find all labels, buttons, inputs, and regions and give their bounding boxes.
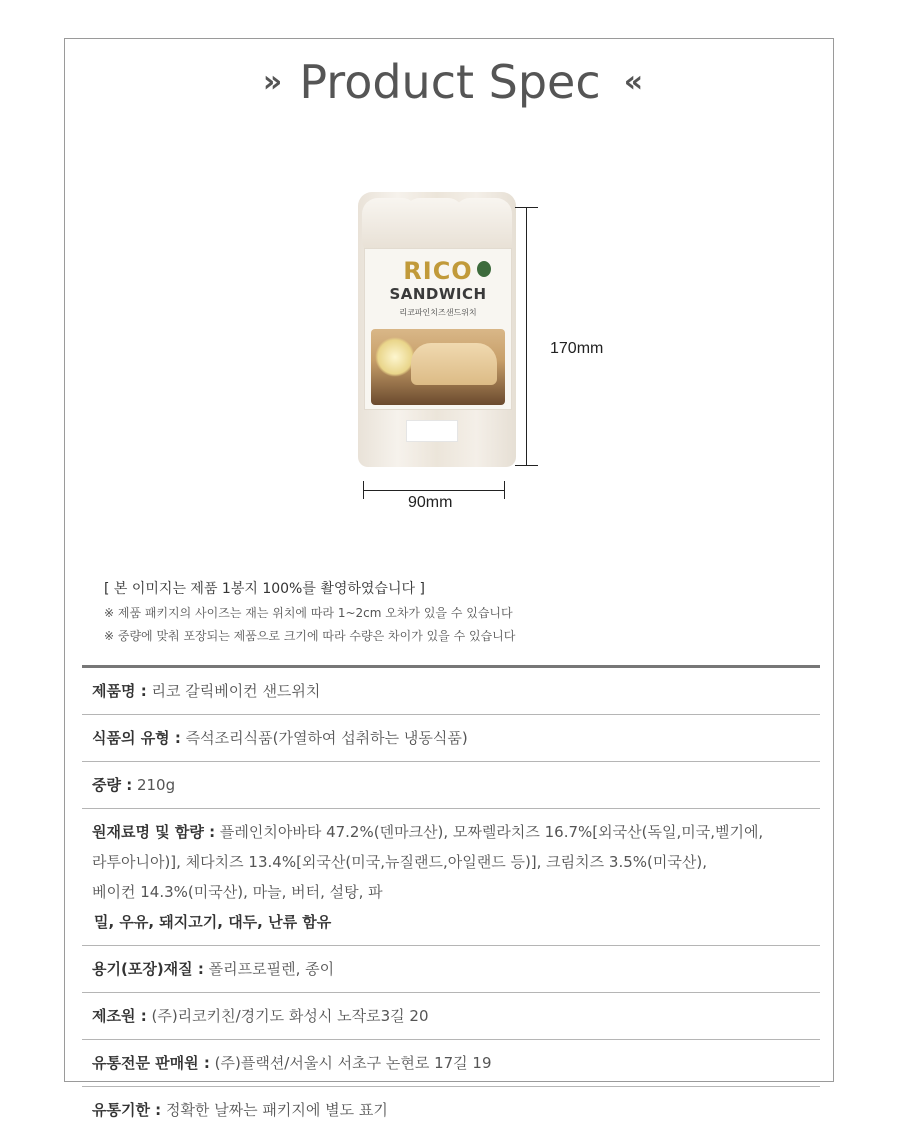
spec-row-material: [82, 946, 820, 993]
height-dimension-label: 170mm: [550, 340, 604, 357]
page-title-text: Product Spec: [299, 55, 601, 109]
spec-value: 정확한 날짜는 패키지에 별도 표기: [161, 1101, 388, 1119]
double-chevron-right-icon: »: [262, 64, 277, 100]
photo-notes: [104, 578, 515, 650]
height-dimension-cap: [515, 465, 538, 466]
spec-row-weight: [82, 762, 820, 809]
spec-label: 식품의 유형 :: [92, 729, 181, 747]
spec-label: 유통기한 :: [92, 1101, 162, 1119]
product-korean-name: 리코파인치즈샌드위치: [399, 308, 477, 317]
spec-value: (주)플랙션/서울시 서초구 논현로 17길 19: [209, 1054, 492, 1072]
width-dimension-line: [363, 490, 504, 491]
width-dimension-label: 90mm: [408, 494, 453, 511]
width-dimension-cap: [363, 481, 364, 499]
spec-label: 제품명 :: [92, 682, 147, 700]
bread-illustration: [411, 343, 497, 385]
package-label: [364, 248, 512, 410]
spec-value: 플레인치아바타 47.2%(덴마크산), 모짜렐라치즈 16.7%[외국산(독일,미국,벨기에,: [215, 823, 764, 841]
note-size: ※ 제품 패키지의 사이즈는 재는 위치에 따라 1~2cm 오차가 있을 수 있습니다: [104, 606, 513, 620]
spec-table: [82, 665, 820, 1133]
spec-row-seller: [82, 1040, 820, 1087]
spec-value: 리코 갈릭베이컨 샌드위치: [146, 682, 321, 700]
package-sticker: [406, 420, 458, 442]
spec-value: 즉석조리식품(가열하여 섭취하는 냉동식품): [180, 729, 468, 747]
spec-value: 라투아니아)], 체다치즈 13.4%[외국산(미국,뉴질랜드,아일랜드 등)], 크림치즈 3.5%(미국산),: [92, 853, 707, 871]
spec-label: 용기(포장)재질 :: [92, 960, 204, 978]
sandwich-photo: [371, 329, 505, 405]
spec-row-name: [82, 668, 820, 715]
note-weight: ※ 중량에 맞춰 포장되는 제품으로 크기에 따라 수량은 차이가 있을 수 있습니다: [104, 629, 516, 643]
spec-label: 유통전문 판매원 :: [92, 1054, 210, 1072]
spec-row-ingredients: [82, 809, 820, 946]
page-title: [0, 55, 900, 109]
cheese-illustration: [375, 337, 415, 377]
allergy-notice: 밀, 우유, 돼지고기, 대두, 난류 함유: [94, 913, 332, 931]
spec-row-expiry: [82, 1087, 820, 1133]
brand-logo-sandwich: SANDWICH: [389, 285, 487, 303]
spec-label: 제조원 :: [92, 1007, 147, 1025]
product-image: [358, 192, 516, 467]
brand-badge-icon: [477, 261, 491, 277]
height-dimension-line: [526, 207, 527, 465]
height-dimension-cap: [515, 207, 538, 208]
spec-value: 210g: [132, 776, 176, 794]
note-main: [ 본 이미지는 제품 1봉지 100%를 촬영하였습니다 ]: [104, 581, 425, 597]
spec-value: 폴리프로필렌, 종이: [203, 960, 335, 978]
brand-logo-rico: RICO: [403, 257, 473, 285]
spec-label: 원재료명 및 함량 :: [92, 823, 216, 841]
spec-label: 중량 :: [92, 776, 133, 794]
double-chevron-left-icon: «: [623, 64, 638, 100]
spec-value: 베이컨 14.3%(미국산), 마늘, 버터, 설탕, 파: [92, 883, 383, 901]
spec-value: (주)리코키친/경기도 화성시 노작로3길 20: [146, 1007, 429, 1025]
width-dimension-cap: [504, 481, 505, 499]
spec-row-maker: [82, 993, 820, 1040]
spec-row-type: [82, 715, 820, 762]
